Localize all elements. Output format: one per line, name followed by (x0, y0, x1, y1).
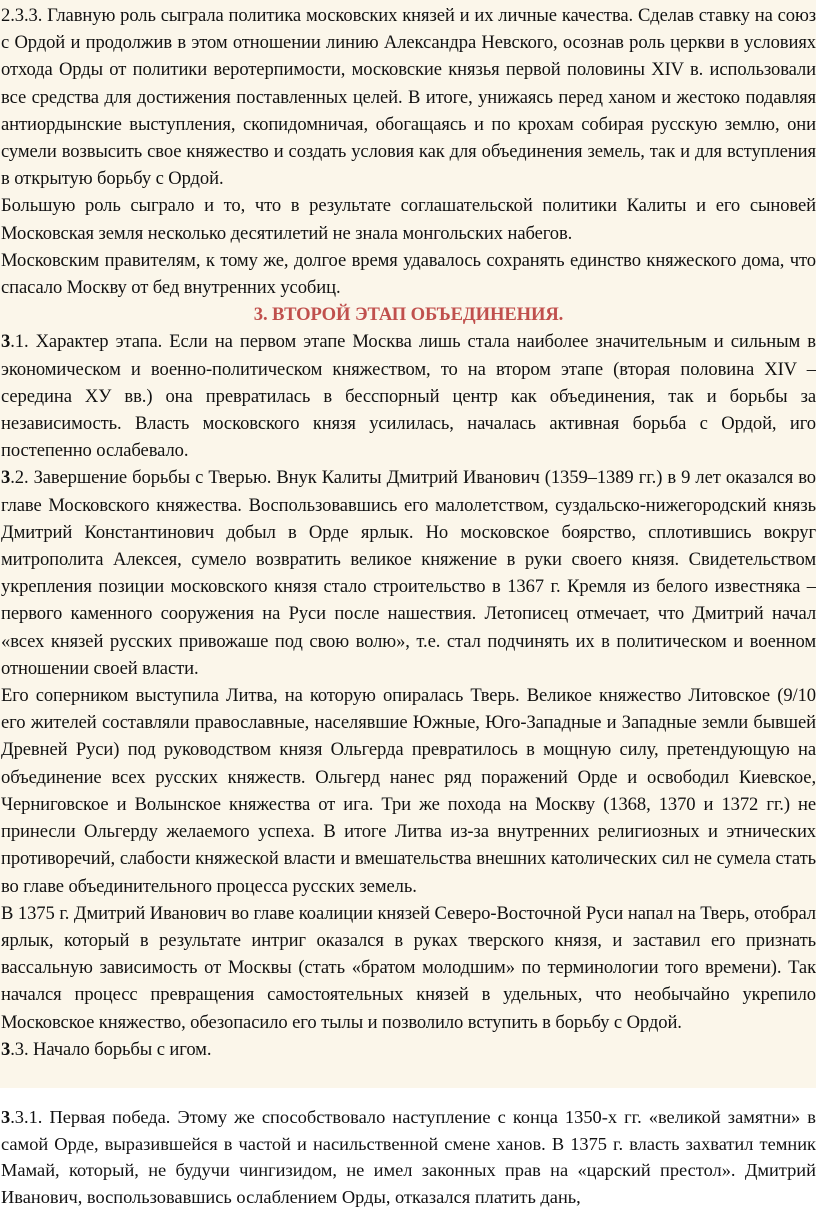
section-number: 3 (1, 1107, 11, 1127)
section-number: 3 (1, 331, 11, 353)
paragraph-3-3 (1, 1036, 816, 1063)
paragraph-3-1 (1, 328, 816, 464)
paragraph-3-3-1 (1, 1104, 816, 1210)
paragraph-3-2 (1, 464, 816, 682)
paragraph-2-3-3: 2.3.3. Главную роль сыграла политика московских князей и их личные качества. Сделав ставку на союз с Ордой и продолжив в этом отношении линию Александра Невского, осознав роль церкви в условиях отхода Орды от политики веротерпимости, московские князья первой половины XIV в. использовали все средства для достижения поставленных целей. В итоге, унижаясь перед ханом и жестоко подавляя антиордынские выступления, скопидомничая, обогащаясь и по крохам собирая русскую землю, они сумели возвысить свое княжество и создать условия как для объединения земель, так и для вступления в открытую борьбу с Ордой. (1, 5, 816, 190)
section-heading: 3. ВТОРОЙ ЭТАП ОБЪЕДИНЕНИЯ. (253, 304, 564, 326)
paragraph-kalita-policy: Большую роль сыграло и то, что в результате соглашательской политики Калиты и его сыновей Московская земля несколько десятилетий не знала монгольских набегов. (1, 195, 816, 244)
section-number: 3 (1, 467, 11, 489)
paragraph-lithuania: Его соперником выступила Литва, на которую опиралась Тверь. Великое княжество Литовское (9/10 его жителей составляли православные, населявшие Южные, Юго-Западные и Западные земли бывшей Древней Руси) под руководством князя Ольгерда превратилось в мощную силу, претендующую на объединение всех русских княжеств. Ольгерд нанес ряд поражений Орде и освободил Киевское, Черниговское и Волынское княжества от ига. Три же похода на Москву (1368, 1370 и 1372 гг.) не принесли Ольгерду желаемого успеха. В итоге Литва из-за внутренних религиозных и этнических противоречий, слабости княжеской власти и вмешательства внешних католических сил не сумела стать во главе объединительного процесса русских земель. (1, 685, 816, 897)
paragraph-1375: В 1375 г. Дмитрий Иванович во главе коалиции князей Северо-Восточной Руси напал на Тверь, отобрал ярлык, который в результате интриг оказался в руках тверского князя, и заставил его признать вассальную зависимость от Москвы (стать «братом молодшим» по терминологии того времени). Так начался процесс превращения самостоятельных князей в удельных, что необычайно укрепило Московское княжество, обезопасило его тылы и позволило вступить в борьбу с Ордой. (1, 902, 816, 1033)
document-body-lower (0, 1104, 816, 1210)
paragraph-princely-unity: Московским правителям, к тому же, долгое время удавалось сохранять единство княжеского дома, что спасало Москву от бед внутренних усобиц. (1, 249, 816, 299)
paragraph-text: .3. Начало борьбы с игом. (10, 1038, 212, 1060)
paragraph-text: .2. Завершение борьбы с Тверью. Внук Калиты Дмитрий Иванович (1359–1389 гг.) в 9 лет оказался во главе Московского княжества. Воспользовавшись его малолетством, суздальско-нижегородский князь Дмитрий Константинович добыл в Орде ярлык. Но московское боярство, сплотившись вокруг митрополита Алексея, сумело возвратить великое княжение в руки своего князя. Свидетельством укрепления позиции московского князя стало строительство в 1367 г. Кремля из белого известняка – первого каменного сооружения на Руси после нашествия. Летописец отмечает, что Дмитрий начал «всех князей русских привожаше под свою волю», т.е. стал подчинять их в политическом и военном отношении своей власти. (1, 467, 816, 679)
paragraph-text: .1. Характер этапа. Если на первом этапе Москва лишь стала наиболее значительным и сильным в экономическом и военно-политическом княжеством, то на втором этапе (вторая половина XIV – середина ХУ вв.) она превратилась в бесспорный центр как объединения, так и борьбы за независимость. Власть московского князя усилилась, началась активная борьба с Ордой, иго постепенно ослабевало. (1, 331, 816, 462)
section-number: 3 (1, 1038, 11, 1060)
paragraph-text: .3.1. Первая победа. Этому же способствовало наступление с конца 1350-х гг. «великой замятни» в самой Орде, выразившейся в частой и насильственной смене ханов. В 1375 г. власть захватил темник Мамай, который, не будучи чингизидом, не имел законных прав на «царский престол». Дмитрий Иванович, воспользовавшись ослаблением Орды, отказался платить дань, (1, 1107, 816, 1207)
